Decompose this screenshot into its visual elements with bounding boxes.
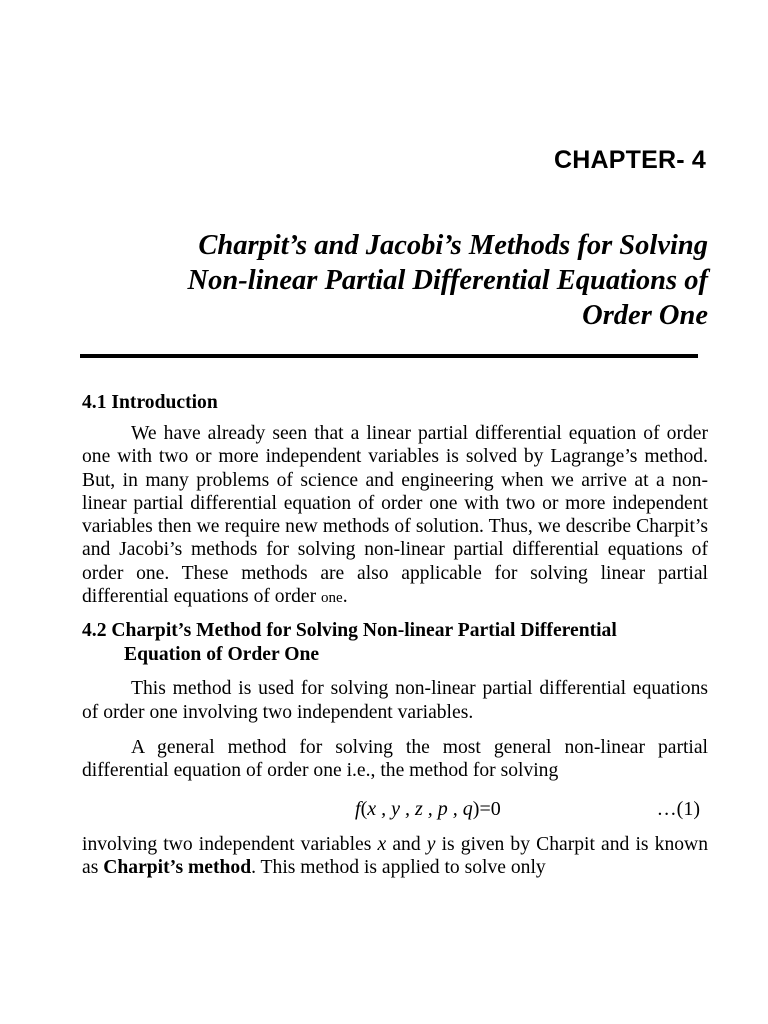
title-divider-rule bbox=[80, 354, 698, 358]
introduction-paragraph-text: We have already seen that a linear partial differential equation of order one with two or more independent variables is solved by Lagrange’s method. But, in many problems of science and engineering when we arrive at a non-linear partial differential equation of order one with two or more independent variables then we require new methods of solution. Thus, we describe Charpit’s and Jacobi’s methods for solving non-linear partial differential equations of order one. These methods are also applicable for solving linear partial differential equations of order bbox=[82, 423, 708, 608]
equation-rhs: =0 bbox=[479, 797, 501, 820]
charpit-paragraph-2: A general method for solving the most general non-linear partial differential equation of order one i.e., the method for solving bbox=[82, 736, 708, 782]
chapter-label: CHAPTER- 4 bbox=[553, 146, 706, 174]
charpit-paragraph-1: This method is used for solving non-linear partial differential equations of order one involving two independent variables. bbox=[82, 678, 708, 723]
introduction-paragraph bbox=[82, 422, 708, 610]
equation-arguments: x , y , z , p , q bbox=[367, 797, 473, 820]
charpit-paragraph-3-part-a: involving two independent variables bbox=[82, 833, 378, 855]
equation-body: f(x , y , z , p , q)=0 bbox=[355, 797, 501, 820]
charpit-paragraph-3-and: and bbox=[386, 833, 427, 855]
section-heading-introduction: 4.1 Introduction bbox=[82, 392, 218, 413]
variable-x: x bbox=[377, 833, 387, 855]
section-heading-charpit-line-1: 4.2 Charpit’s Method for Solving Non-linear Partial Differential bbox=[82, 620, 617, 642]
charpit-method-term: Charpit’s method bbox=[103, 856, 252, 878]
equation-number: …(1) bbox=[656, 797, 700, 820]
page-body bbox=[82, 391, 708, 879]
chapter-title bbox=[60, 228, 708, 333]
charpit-paragraph-3 bbox=[82, 833, 708, 880]
introduction-paragraph-small-word: one bbox=[321, 590, 343, 607]
variable-y: y bbox=[426, 833, 436, 855]
chapter-title-line-2: Non-linear Partial Differential Equations of bbox=[187, 265, 708, 296]
chapter-title-line-1: Charpit’s and Jacobi’s Methods for Solving bbox=[198, 230, 708, 261]
section-heading-charpit-method bbox=[82, 619, 708, 667]
equation-function: f bbox=[355, 797, 361, 820]
charpit-paragraph-3-part-b: is given by Charpit and is known as bbox=[82, 833, 709, 878]
introduction-paragraph-period: . bbox=[342, 586, 348, 608]
chapter-title-line-3: Order One bbox=[582, 300, 708, 331]
charpit-paragraph-3-part-c: . This method is applied to solve only bbox=[251, 856, 546, 878]
section-heading-charpit-line-2: Equation of Order One bbox=[124, 644, 320, 666]
equation-1 bbox=[82, 796, 708, 826]
